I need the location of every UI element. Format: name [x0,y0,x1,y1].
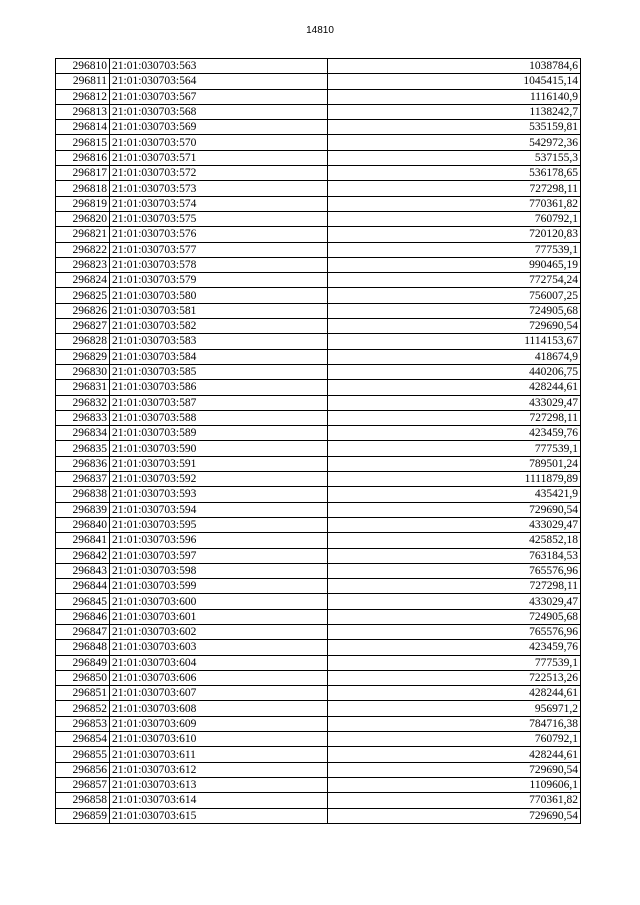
cadastral-number-cell: 21:01:030703:612 [110,762,328,777]
value-cell: 756007,25 [328,288,581,303]
cadastral-number-cell: 21:01:030703:582 [110,319,328,334]
table-row [56,624,581,639]
table-row [56,135,581,150]
table-row [56,74,581,89]
record-number-cell: 296814 [56,120,110,135]
table-row [56,609,581,624]
value-cell: 777539,1 [328,242,581,257]
value-cell: 1038784,6 [328,59,581,74]
value-cell: 418674,9 [328,349,581,364]
record-number-cell: 296821 [56,227,110,242]
cadastral-number-cell: 21:01:030703:568 [110,104,328,119]
value-cell: 428244,61 [328,380,581,395]
cadastral-number-cell: 21:01:030703:609 [110,716,328,731]
value-cell: 720120,83 [328,227,581,242]
record-number-cell: 296853 [56,716,110,731]
table-row [56,670,581,685]
table-row [56,563,581,578]
cadastral-number-cell: 21:01:030703:608 [110,701,328,716]
record-number-cell: 296839 [56,502,110,517]
value-cell: 1114153,67 [328,334,581,349]
cadastral-number-cell: 21:01:030703:572 [110,166,328,181]
value-cell: 433029,47 [328,517,581,532]
cadastral-number-cell: 21:01:030703:563 [110,59,328,74]
record-number-cell: 296847 [56,624,110,639]
record-number-cell: 296838 [56,487,110,502]
cadastral-number-cell: 21:01:030703:610 [110,732,328,747]
value-cell: 724905,68 [328,303,581,318]
cadastral-number-cell: 21:01:030703:585 [110,364,328,379]
table-row [56,655,581,670]
record-number-cell: 296810 [56,59,110,74]
record-number-cell: 296844 [56,579,110,594]
table-row [56,517,581,532]
table-row [56,303,581,318]
value-cell: 535159,81 [328,120,581,135]
value-cell: 435421,9 [328,487,581,502]
table-row [56,472,581,487]
record-number-cell: 296854 [56,732,110,747]
table-row [56,640,581,655]
cadastral-number-cell: 21:01:030703:596 [110,533,328,548]
table-row [56,579,581,594]
record-number-cell: 296843 [56,563,110,578]
table-row [56,334,581,349]
record-number-cell: 296822 [56,242,110,257]
registry-table [55,58,581,824]
cadastral-number-cell: 21:01:030703:574 [110,196,328,211]
record-number-cell: 296827 [56,319,110,334]
cadastral-number-cell: 21:01:030703:592 [110,472,328,487]
cadastral-number-cell: 21:01:030703:597 [110,548,328,563]
table-row [56,426,581,441]
table-row [56,150,581,165]
cadastral-number-cell: 21:01:030703:571 [110,150,328,165]
record-number-cell: 296818 [56,181,110,196]
value-cell: 1116140,9 [328,89,581,104]
value-cell: 772754,24 [328,273,581,288]
value-cell: 789501,24 [328,456,581,471]
record-number-cell: 296842 [56,548,110,563]
table-row [56,487,581,502]
table-row [56,166,581,181]
record-number-cell: 296850 [56,670,110,685]
value-cell: 722513,26 [328,670,581,685]
value-cell: 777539,1 [328,655,581,670]
value-cell: 433029,47 [328,395,581,410]
cadastral-number-cell: 21:01:030703:615 [110,808,328,823]
record-number-cell: 296857 [56,777,110,792]
record-number-cell: 296835 [56,441,110,456]
table-row [56,410,581,425]
cadastral-number-cell: 21:01:030703:598 [110,563,328,578]
value-cell: 765576,96 [328,624,581,639]
record-number-cell: 296856 [56,762,110,777]
record-number-cell: 296819 [56,196,110,211]
value-cell: 777539,1 [328,441,581,456]
record-number-cell: 296851 [56,686,110,701]
page-number: 14810 [306,25,334,36]
table-row [56,686,581,701]
cadastral-number-cell: 21:01:030703:606 [110,670,328,685]
table-row [56,181,581,196]
table-row [56,288,581,303]
record-number-cell: 296811 [56,74,110,89]
table-row [56,777,581,792]
record-number-cell: 296816 [56,150,110,165]
table-row [56,59,581,74]
cadastral-number-cell: 21:01:030703:599 [110,579,328,594]
value-cell: 1109606,1 [328,777,581,792]
record-number-cell: 296813 [56,104,110,119]
record-number-cell: 296817 [56,166,110,181]
table-row [56,808,581,823]
cadastral-number-cell: 21:01:030703:603 [110,640,328,655]
cadastral-number-cell: 21:01:030703:579 [110,273,328,288]
value-cell: 425852,18 [328,533,581,548]
cadastral-number-cell: 21:01:030703:614 [110,793,328,808]
record-number-cell: 296859 [56,808,110,823]
table-row [56,793,581,808]
record-number-cell: 296826 [56,303,110,318]
cadastral-number-cell: 21:01:030703:587 [110,395,328,410]
record-number-cell: 296815 [56,135,110,150]
table-row [56,732,581,747]
value-cell: 724905,68 [328,609,581,624]
value-cell: 537155,3 [328,150,581,165]
record-number-cell: 296855 [56,747,110,762]
table-row [56,533,581,548]
table-row [56,502,581,517]
cadastral-number-cell: 21:01:030703:594 [110,502,328,517]
cadastral-number-cell: 21:01:030703:607 [110,686,328,701]
cadastral-number-cell: 21:01:030703:588 [110,410,328,425]
cadastral-number-cell: 21:01:030703:573 [110,181,328,196]
table-row [56,441,581,456]
cadastral-number-cell: 21:01:030703:581 [110,303,328,318]
record-number-cell: 296841 [56,533,110,548]
value-cell: 765576,96 [328,563,581,578]
record-number-cell: 296840 [56,517,110,532]
cadastral-number-cell: 21:01:030703:602 [110,624,328,639]
cadastral-number-cell: 21:01:030703:601 [110,609,328,624]
table-row [56,196,581,211]
record-number-cell: 296831 [56,380,110,395]
value-cell: 729690,54 [328,808,581,823]
record-number-cell: 296849 [56,655,110,670]
cadastral-number-cell: 21:01:030703:604 [110,655,328,670]
value-cell: 990465,19 [328,257,581,272]
value-cell: 727298,11 [328,410,581,425]
cadastral-number-cell: 21:01:030703:600 [110,594,328,609]
value-cell: 727298,11 [328,579,581,594]
table-row [56,364,581,379]
value-cell: 763184,53 [328,548,581,563]
value-cell: 428244,61 [328,686,581,701]
record-number-cell: 296828 [56,334,110,349]
cadastral-number-cell: 21:01:030703:611 [110,747,328,762]
cadastral-number-cell: 21:01:030703:570 [110,135,328,150]
cadastral-number-cell: 21:01:030703:584 [110,349,328,364]
value-cell: 1111879,89 [328,472,581,487]
table-row [56,456,581,471]
table-row [56,104,581,119]
record-number-cell: 296836 [56,456,110,471]
table-row [56,716,581,731]
table-row [56,242,581,257]
value-cell: 433029,47 [328,594,581,609]
value-cell: 770361,82 [328,793,581,808]
cadastral-number-cell: 21:01:030703:590 [110,441,328,456]
record-number-cell: 296834 [56,426,110,441]
cadastral-number-cell: 21:01:030703:591 [110,456,328,471]
cadastral-number-cell: 21:01:030703:580 [110,288,328,303]
record-number-cell: 296829 [56,349,110,364]
table-row [56,273,581,288]
value-cell: 536178,65 [328,166,581,181]
value-cell: 770361,82 [328,196,581,211]
record-number-cell: 296812 [56,89,110,104]
table-row [56,548,581,563]
registry-table-body [56,59,581,824]
table-row [56,380,581,395]
cadastral-number-cell: 21:01:030703:564 [110,74,328,89]
value-cell: 729690,54 [328,762,581,777]
record-number-cell: 296852 [56,701,110,716]
table-row [56,89,581,104]
record-number-cell: 296823 [56,257,110,272]
table-row [56,701,581,716]
record-number-cell: 296832 [56,395,110,410]
cadastral-number-cell: 21:01:030703:613 [110,777,328,792]
table-row [56,257,581,272]
record-number-cell: 296837 [56,472,110,487]
table-row [56,349,581,364]
table-row [56,120,581,135]
value-cell: 428244,61 [328,747,581,762]
table-row [56,227,581,242]
record-number-cell: 296845 [56,594,110,609]
value-cell: 760792,1 [328,732,581,747]
value-cell: 727298,11 [328,181,581,196]
record-number-cell: 296846 [56,609,110,624]
table-row [56,211,581,226]
record-number-cell: 296820 [56,211,110,226]
value-cell: 729690,54 [328,502,581,517]
value-cell: 423459,76 [328,640,581,655]
cadastral-number-cell: 21:01:030703:583 [110,334,328,349]
value-cell: 729690,54 [328,319,581,334]
cadastral-number-cell: 21:01:030703:577 [110,242,328,257]
value-cell: 1045415,14 [328,74,581,89]
value-cell: 760792,1 [328,211,581,226]
cadastral-number-cell: 21:01:030703:567 [110,89,328,104]
value-cell: 1138242,7 [328,104,581,119]
record-number-cell: 296825 [56,288,110,303]
table-row [56,762,581,777]
cadastral-number-cell: 21:01:030703:595 [110,517,328,532]
record-number-cell: 296833 [56,410,110,425]
value-cell: 542972,36 [328,135,581,150]
record-number-cell: 296830 [56,364,110,379]
cadastral-number-cell: 21:01:030703:586 [110,380,328,395]
table-row [56,395,581,410]
record-number-cell: 296858 [56,793,110,808]
table-row [56,747,581,762]
record-number-cell: 296848 [56,640,110,655]
cadastral-number-cell: 21:01:030703:578 [110,257,328,272]
record-number-cell: 296824 [56,273,110,288]
table-row [56,594,581,609]
table-row [56,319,581,334]
value-cell: 956971,2 [328,701,581,716]
cadastral-number-cell: 21:01:030703:569 [110,120,328,135]
value-cell: 423459,76 [328,426,581,441]
cadastral-number-cell: 21:01:030703:575 [110,211,328,226]
value-cell: 440206,75 [328,364,581,379]
cadastral-number-cell: 21:01:030703:576 [110,227,328,242]
cadastral-number-cell: 21:01:030703:593 [110,487,328,502]
cadastral-number-cell: 21:01:030703:589 [110,426,328,441]
value-cell: 784716,38 [328,716,581,731]
